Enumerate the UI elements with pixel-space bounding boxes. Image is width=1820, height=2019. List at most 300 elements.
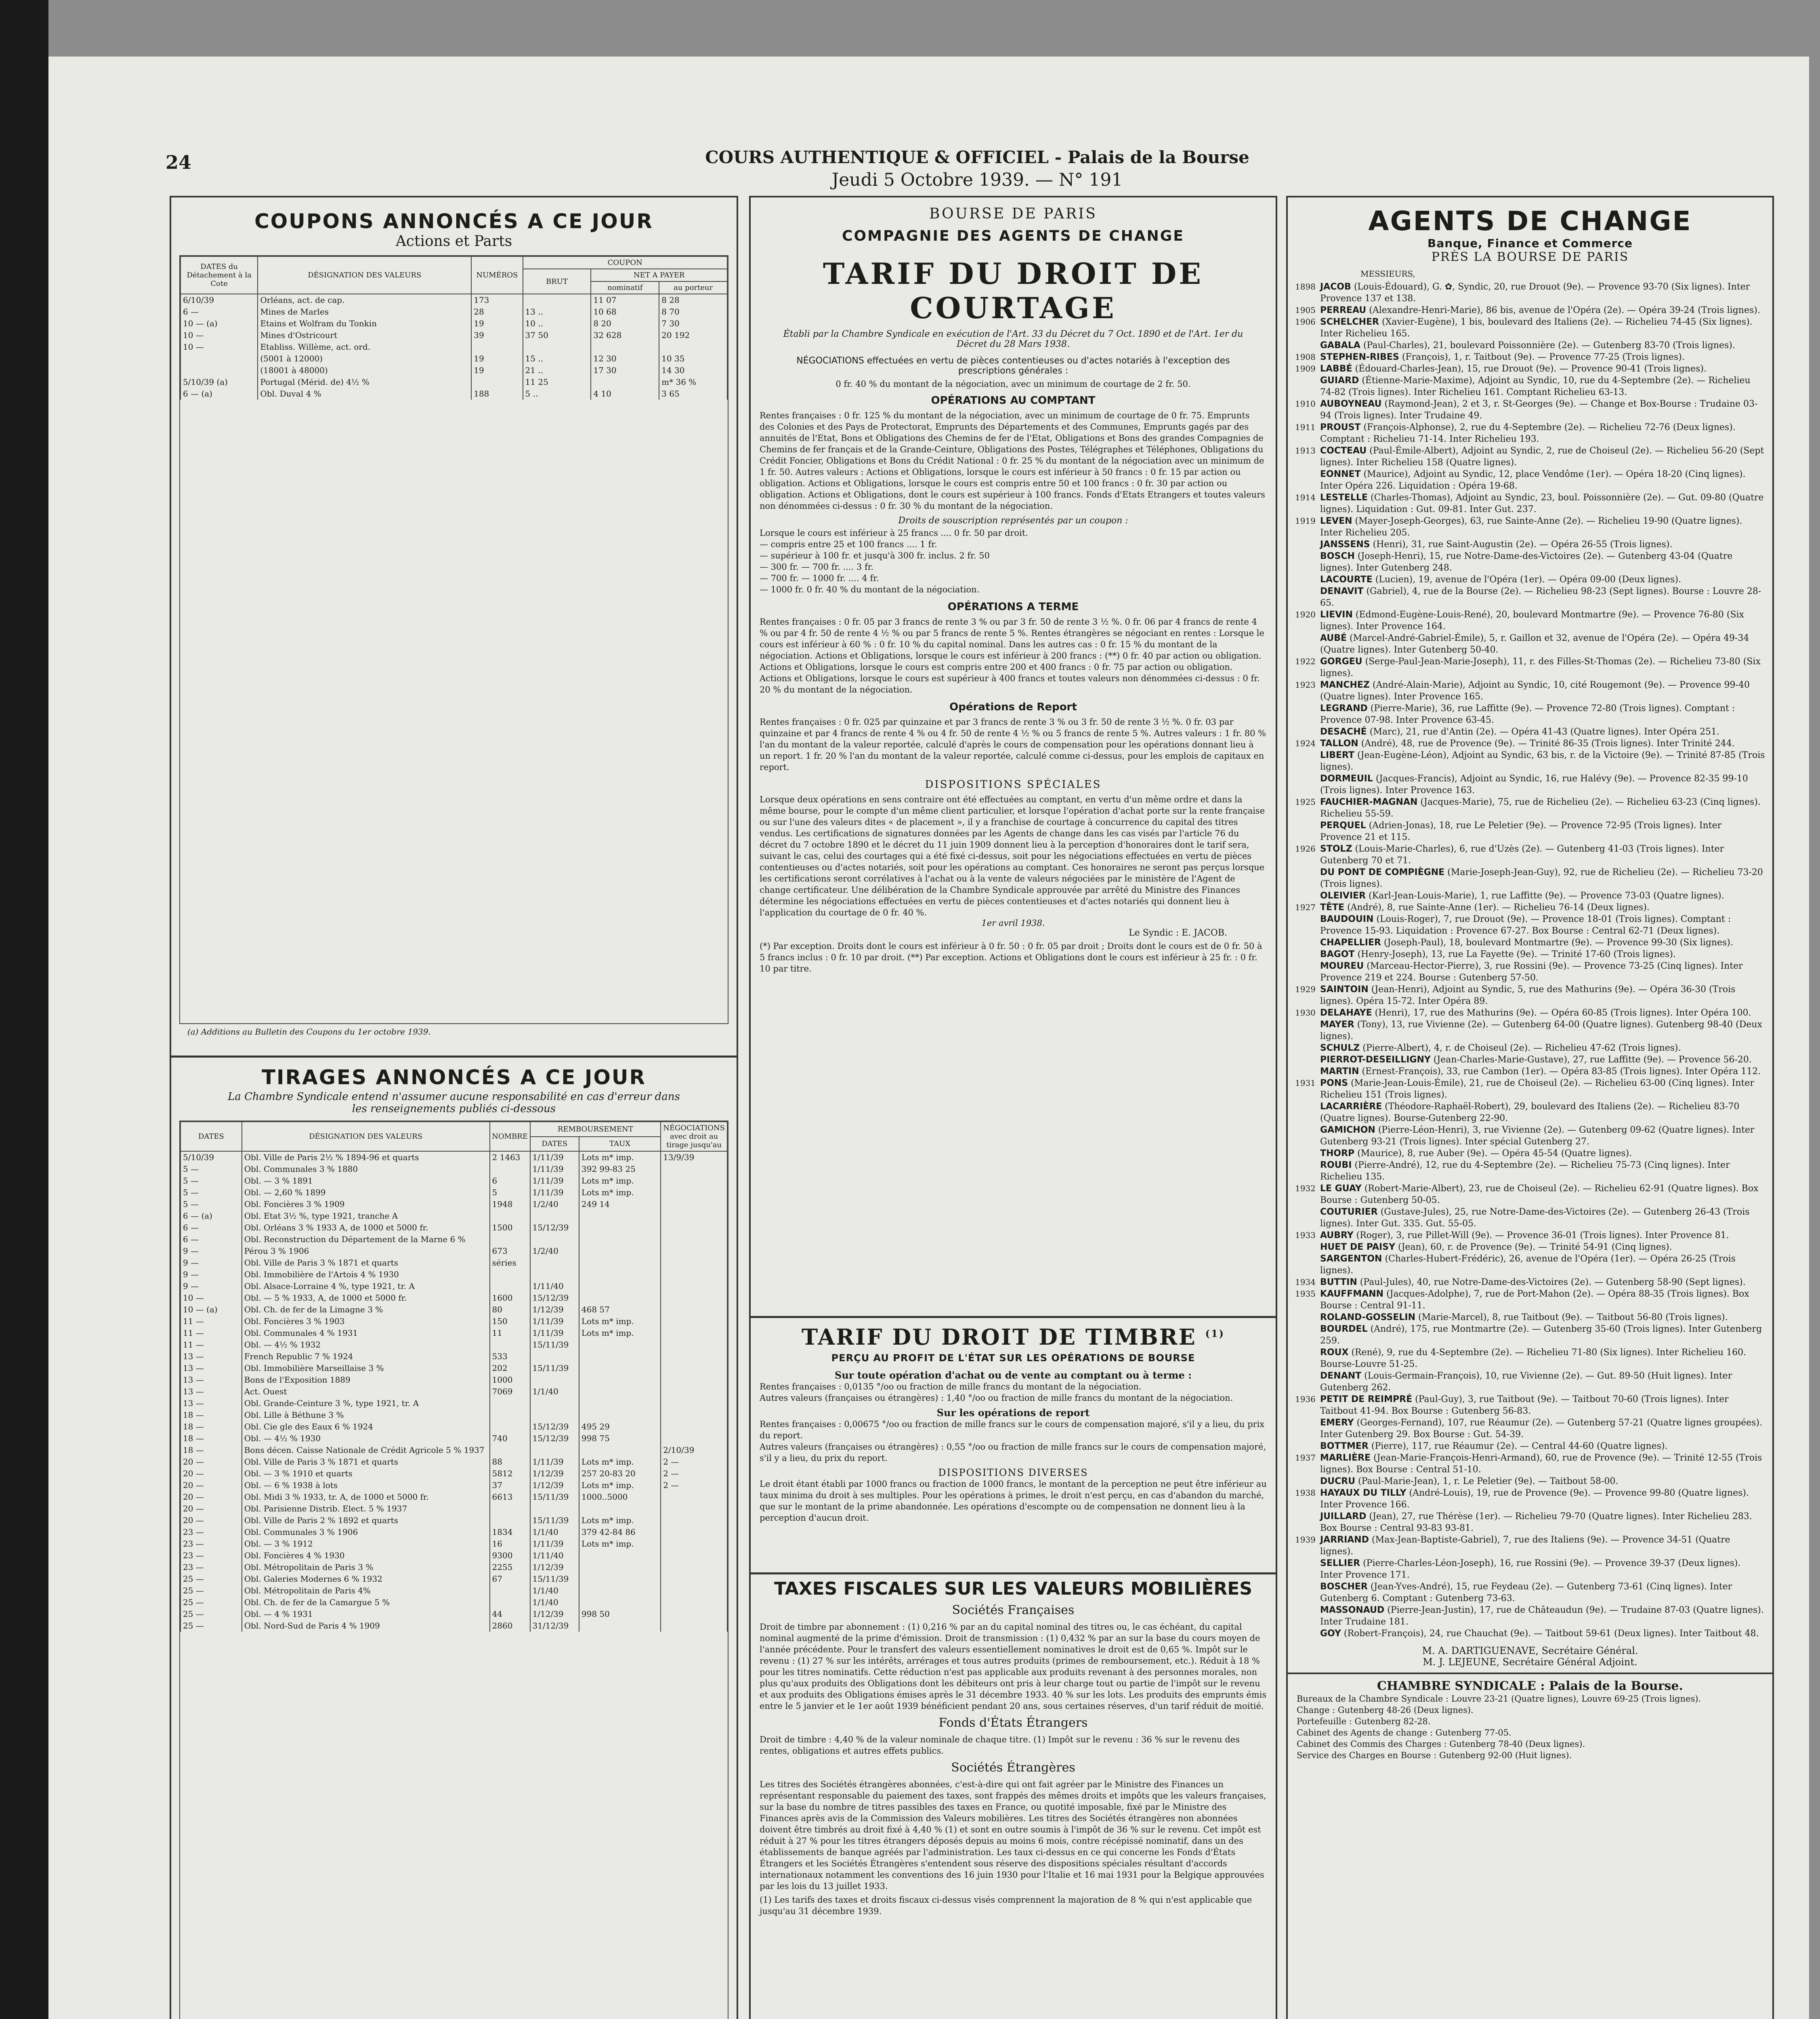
- cell-date: 10 —: [181, 1292, 242, 1304]
- cell-designation: Etains et Wolfram du Tonkin: [258, 318, 471, 330]
- cell-date: 25 —: [181, 1597, 242, 1608]
- cell-nombre: 67: [490, 1573, 530, 1585]
- agent-name: DU PONT DE COMPIÈGNE: [1320, 867, 1445, 877]
- cell-negociation: [661, 1573, 727, 1585]
- cell-designation: Portugal (Mérid. de) 4½ %: [258, 376, 471, 388]
- table-row: [181, 318, 727, 330]
- cell-date: 6 —: [181, 1222, 242, 1234]
- cell-negociation: [661, 1187, 727, 1198]
- agent-detail: (Louis-Marie-Charles), 6, rue d'Uzès (2e). — Gutenberg 41-03 (Trois lignes). Inter Gutenberg 70 et 71.: [1320, 844, 1724, 866]
- cell-designation: Obl. Midi 3 % 1933, tr. A, de 1000 et 5000 fr.: [242, 1491, 490, 1503]
- cell-taux: [579, 1362, 661, 1374]
- agent-name: JARRIAND: [1320, 1535, 1369, 1545]
- agent-name: TALLON: [1320, 739, 1358, 749]
- table-row: [181, 1163, 727, 1175]
- table-row: [181, 376, 727, 388]
- cell-remb-date: 15/12/39: [530, 1292, 579, 1304]
- agent-name: EONNET: [1320, 469, 1361, 479]
- taxes-t3: Les titres des Sociétés étrangères abonnées, c'est-à-dire qui ont fait agréer par le Ministre des Finances un représentant responsable du paiement des taxes, sont frappés des mêmes droits et impôts que les valeurs françaises, sur la base du nombre de titres passibles des taxes en France, ou quotité imposable, fixé par le Ministre des Finances après avis de la Commission des Valeurs mobilières. Les titres des Sociétés étrangères non abonnées doivent être timbrés au droit fixé à 4,40 % (1) et sont en outre soumis à l'impôt de 36 % sur le revenu. Cet impôt est réduit à 27 % pour les titres étrangers déposés depuis au moins 6 mois, contre récépissé nominatif, dans un des établissements de banque agréés par l'administration. Les taux ci-dessus en ce qui concerne les Fonds d'États Étrangers et les Sociétés Étrangères s'entendent sous réserve des dispositions spéciales résultant d'accords internationaux notamment les conventions des 16 juin 1930 pour l'Italie et 16 mai 1931 pour la Belgique approuvées par les lois du 13 juillet 1933.: [760, 1780, 1266, 1891]
- cell-nombre: 2255: [490, 1561, 530, 1573]
- cell-negociation: [661, 1257, 727, 1269]
- col-header-net: NET A PAYER: [591, 269, 727, 281]
- agent-entry: [1295, 422, 1765, 445]
- cell-designation: Obl. Immobilière de l'Artois 4 % 1930: [242, 1269, 490, 1280]
- cell-remb-date: 1/11/39: [530, 1187, 579, 1198]
- agent-name: LIBERT: [1320, 750, 1354, 760]
- souscription-line: — 300 fr. — 700 fr. .... 3 fr.: [760, 562, 874, 572]
- cell-remb-date: 15/11/39: [530, 1362, 579, 1374]
- cell-remb-date: 1/12/39: [530, 1561, 579, 1573]
- chambre-line: Service des Charges en Bourse : Gutenberg 92-00 (Huit lignes).: [1297, 1750, 1572, 1760]
- agent-name: DENANT: [1320, 1371, 1362, 1381]
- agent-entry: [1295, 1347, 1765, 1370]
- cell-taux: Lots m* imp.: [579, 1316, 661, 1327]
- agent-entry: [1295, 1312, 1765, 1323]
- agent-entry: [1295, 1452, 1765, 1475]
- cell-numero: [471, 376, 523, 388]
- agent-name: MARLIÈRE: [1320, 1453, 1371, 1463]
- cell-date: 20 —: [181, 1515, 242, 1526]
- coupons-table-frame: [179, 255, 728, 1024]
- table-row: [181, 1573, 727, 1585]
- cell-numero: 19: [471, 365, 523, 376]
- cell-nominatif: 11 07: [591, 294, 659, 306]
- cell-brut: 10 ..: [523, 318, 591, 330]
- agent-detail: (Joseph-Paul), 18, boulevard Montmartre (9e). — Provence 99-30 (Six lignes).: [1383, 938, 1733, 948]
- table-row: [181, 1585, 727, 1597]
- agent-detail: (Pierre-Albert), 4, r. de Choiseul (2e). — Richelieu 47-62 (Trois lignes).: [1362, 1043, 1681, 1053]
- section-divider: [171, 1056, 737, 1058]
- cell-negociation: [661, 1362, 727, 1374]
- cell-designation: French Republic 7 % 1924: [242, 1351, 490, 1362]
- cell-brut: [523, 294, 591, 306]
- cell-date: 6 —: [181, 1234, 242, 1245]
- comptant-text: Rentes françaises : 0 fr. 125 % du montant de la négociation, avec un minimum de courtage de 0 fr. 75. Emprunts des Colonies et des Pays de Protectorat, Emprunts des Départements et des Communes, Emprunts gagés par des annuités de l'Etat, Bons et Obligations des Chemins de fer de l'Etat, Obligations et Bons des grandes Compagnies de Chemins de fer français et de la Grande-Ceinture, Obligations des Postes, Télégraphes et Téléphones, Obligations du Crédit Foncier, Obligations et Bons du Crédit National : 0 fr. 25 % du montant de la négociation avec un minimum de 1 fr. 50. Autres valeurs : Actions et Obligations, lorsque le cours est inférieur à 50 francs : 0 fr. 15 par action ou obligation. Actions et Obligations, lorsque le cours est compris entre 50 et 100 francs : 0 fr. 30 par action ou obligation. Actions et Obligations, dont le cours est supérieur à 100 francs. Fonds d'Etats Etrangers et toutes valeurs non dénommées ci-dessus : 0 fr. 30 % du montant de la négociation.: [760, 411, 1265, 511]
- cell-nombre: 1948: [490, 1198, 530, 1210]
- cell-remb-date: [530, 1257, 579, 1269]
- cell-date: 9 —: [181, 1280, 242, 1292]
- table-row: [181, 1292, 727, 1304]
- cell-taux: Lots m* imp.: [579, 1480, 661, 1491]
- cell-nombre: [490, 1421, 530, 1433]
- cell-nominatif: 12 30: [591, 353, 659, 365]
- cell-negociation: 2 —: [661, 1456, 727, 1468]
- cell-designation: Obl. — 2,60 % 1899: [242, 1187, 490, 1198]
- cell-taux: [579, 1351, 661, 1362]
- agent-detail: (Jean), 60, r. de Provence (9e). — Trinité 54-91 (Cinq lignes).: [1398, 1242, 1672, 1252]
- agent-entry: [1295, 1124, 1765, 1148]
- cell-designation: Obl. — 3 % 1912: [242, 1538, 490, 1550]
- agent-detail: (Jean-Marie-François-Henri-Armand), 60, rue de Provence (9e). — Trinité 12-55 (Trois lignes). Box Bourse : Central 51-10.: [1320, 1453, 1762, 1475]
- agent-name: GABALA: [1320, 340, 1360, 350]
- cell-nombre: [490, 1280, 530, 1292]
- courtage-intro: Établi par la Chambre Syndicale en exécution de l'Art. 33 du Décret du 7 Oct. 1890 et de l'Art. 1er du Décret du 28 Mars 1938.: [783, 329, 1243, 349]
- cell-date: 9 —: [181, 1257, 242, 1269]
- cell-taux: 998 50: [579, 1608, 661, 1620]
- agent-detail: (Jacques-Francis), Adjoint au Syndic, 16, rue Halévy (9e). — Provence 82-35 99-10 (Trois lignes). Inter Provence 163.: [1320, 774, 1748, 795]
- taxes-note: (1) Les tarifs des taxes et droits fiscaux ci-dessus visés comprennent la majoration de 8 % qui n'est applicable que jusqu'au 31 décembre 1939.: [760, 1895, 1252, 1916]
- agent-detail: (Maurice), 8, rue Auber (9e). — Opéra 45-54 (Quatre lignes).: [1357, 1148, 1632, 1159]
- cell-taux: [579, 1222, 661, 1234]
- cell-date: 18 —: [181, 1421, 242, 1433]
- cell-taux: 392 99-83 25: [579, 1163, 661, 1175]
- cell-remb-date: 15/11/39: [530, 1491, 579, 1503]
- cell-remb-date: 1/1/40: [530, 1585, 579, 1597]
- cell-taux: Lots m* imp.: [579, 1456, 661, 1468]
- table-row: [181, 1222, 727, 1234]
- cell-taux: 998 75: [579, 1433, 661, 1444]
- cell-taux: [579, 1409, 661, 1421]
- agent-entry: [1295, 867, 1765, 890]
- cell-taux: [579, 1444, 661, 1456]
- cell-negociation: [661, 1491, 727, 1503]
- cell-remb-date: 1/11/40: [530, 1280, 579, 1292]
- agent-entry: [1295, 1241, 1765, 1253]
- agent-entry: [1295, 960, 1765, 984]
- timbre-section: [751, 1324, 1276, 1524]
- cell-numero: 19: [471, 318, 523, 330]
- cell-nominatif: [591, 376, 659, 388]
- cell-brut: 11 25: [523, 376, 591, 388]
- agent-entry: [1295, 1323, 1765, 1347]
- page-number: 24: [166, 151, 192, 173]
- cell-date: 18 —: [181, 1444, 242, 1456]
- agent-entry: [1295, 445, 1765, 468]
- cell-date: 10 —: [181, 330, 258, 341]
- cell-nombre: 9300: [490, 1550, 530, 1561]
- agent-entry: [1295, 1066, 1765, 1077]
- cell-nombre: [490, 1398, 530, 1409]
- cell-nombre: 11: [490, 1327, 530, 1339]
- cell-nombre: 7069: [490, 1386, 530, 1398]
- col-header-designation: DÉSIGNATION DES VALEURS: [242, 1122, 490, 1151]
- cell-taux: Lots m* imp.: [579, 1175, 661, 1187]
- agent-detail: (Jean), 27, rue Thérèse (1er). — Richelieu 79-70 (Quatre lignes). Inter Richelieu 283. Box Bourse : Central 93-83 93-81.: [1320, 1511, 1752, 1533]
- cell-designation: Obl. Duval 4 %: [258, 388, 471, 400]
- agent-detail: (André-Louis), 19, rue de Provence (9e). — Provence 99-80 (Quatre lignes). Inter Provence 166.: [1320, 1488, 1749, 1510]
- cell-negociation: [661, 1327, 727, 1339]
- cell-nombre: 202: [490, 1362, 530, 1374]
- cell-nombre: [490, 1597, 530, 1608]
- cell-designation: Obl. Parisienne Distrib. Elect. 5 % 1937: [242, 1503, 490, 1515]
- agent-name: LIEVIN: [1320, 610, 1353, 620]
- agent-name: MASSONAUD: [1320, 1605, 1385, 1615]
- masthead-date: Jeudi 5 Octobre 1939. — N° 191: [831, 170, 1123, 190]
- cell-remb-date: 1/11/39: [530, 1538, 579, 1550]
- agent-entry: [1295, 468, 1765, 492]
- agent-name: BUTTIN: [1320, 1277, 1357, 1287]
- agent-detail: (Louis-Germain-François), 10, rue Vivienne (2e). — Gut. 89-50 (Huit lignes). Inter Gutenberg 262.: [1320, 1371, 1732, 1393]
- agent-name: GORGEU: [1320, 657, 1362, 667]
- cell-negociation: [661, 1421, 727, 1433]
- cell-taux: Lots m* imp.: [579, 1327, 661, 1339]
- agent-name: BOTTMER: [1320, 1441, 1369, 1451]
- agent-detail: (Jean-Charles-Marie-Gustave), 27, rue Laffitte (9e). — Provence 56-20.: [1433, 1055, 1752, 1065]
- table-row: [181, 1175, 727, 1187]
- col-header-dates: DATES du Détachement à la Cote: [181, 256, 258, 294]
- section-divider: [751, 1316, 1276, 1318]
- agent-name: PONS: [1320, 1078, 1348, 1088]
- cell-negociation: [661, 1222, 727, 1234]
- cell-designation: Orléans, act. de cap.: [258, 294, 471, 306]
- agent-name: FAUCHIER-MAGNAN: [1320, 797, 1418, 807]
- table-row: [181, 1398, 727, 1409]
- taxes-s2: Fonds d'États Étrangers: [938, 1716, 1088, 1730]
- cell-designation: Act. Ouest: [242, 1386, 490, 1398]
- agent-year: 1911: [1295, 422, 1316, 432]
- agent-entry: [1295, 492, 1765, 515]
- agent-detail: (René), 9, rue du 4-Septembre (2e). — Richelieu 71-80 (Six lignes). Inter Richelieu 160. Bourse-Louvre 51-25.: [1320, 1347, 1747, 1369]
- table-row: [181, 353, 727, 365]
- cell-negociation: [661, 1538, 727, 1550]
- cell-designation: Mines d'Ostricourt: [258, 330, 471, 341]
- cell-numero: [471, 341, 523, 353]
- agent-entry: [1295, 363, 1765, 375]
- cell-date: 20 —: [181, 1480, 242, 1491]
- cell-nominatif: [591, 341, 659, 353]
- cell-taux: [579, 1550, 661, 1561]
- cell-negociation: [661, 1433, 727, 1444]
- agent-detail: (Marcel-André-Gabriel-Émile), 5, r. Gaillon et 32, avenue de l'Opéra (2e). — Opéra 49-34 (Quatre lignes). Inter Gutenberg 50-40.: [1320, 633, 1749, 655]
- cell-taux: [579, 1210, 661, 1222]
- cell-designation: Obl. Ville de Paris 2 % 1892 et quarts: [242, 1515, 490, 1526]
- agent-name: LACARRIÈRE: [1320, 1102, 1382, 1112]
- agent-entry: [1295, 796, 1765, 820]
- agent-detail: (Maurice), Adjoint au Syndic, 12, place Vendôme (1er). — Opéra 18-20 (Cinq lignes). Inter Opéra 226. Liquidation : Opéra 19-68.: [1320, 469, 1746, 491]
- cell-porteur: 3 65: [659, 388, 727, 400]
- table-row: [181, 1491, 727, 1503]
- agent-name: AUBOYNEAU: [1320, 399, 1382, 409]
- table-row: [181, 1561, 727, 1573]
- agent-detail: (Marc), 21, rue d'Antin (2e). — Opéra 41-43 (Quatre lignes). Inter Opéra 251.: [1369, 727, 1720, 737]
- col-header-remboursement: REMBOURSEMENT: [530, 1122, 661, 1137]
- table-row: [181, 365, 727, 376]
- agent-entry: [1295, 1511, 1765, 1534]
- cell-porteur: 8 28: [659, 294, 727, 306]
- cell-taux: [579, 1620, 661, 1632]
- cell-remb-date: 1/1/40: [530, 1386, 579, 1398]
- agent-name: DENAVIT: [1320, 586, 1364, 596]
- chambre-line: Bureaux de la Chambre Syndicale : Louvre 23-21 (Quatre lignes), Louvre 69-25 (Trois lignes).: [1297, 1694, 1701, 1704]
- agent-detail: (Paul-Marie-Jean), 1, r. Le Peletier (9e). — Taitbout 58-00.: [1358, 1476, 1618, 1486]
- cell-taux: [579, 1398, 661, 1409]
- tirages-section: [171, 1066, 737, 2019]
- timbre-line4: Autres valeurs (françaises ou étrangères) : 0,55 °/oo ou fraction de mille francs sur le cours de compensation majoré, s'il y a lieu, du prix du report.: [760, 1442, 1266, 1463]
- cell-nombre: 2 1463: [490, 1151, 530, 1163]
- cell-designation: Obl. Grande-Ceinture 3 %, type 1921, tr. A: [242, 1398, 490, 1409]
- agent-detail: (Pierre), 117, rue Réaumur (2e). — Central 44-60 (Quatre lignes).: [1371, 1441, 1668, 1451]
- table-row: [181, 306, 727, 318]
- agent-detail: (Henri), 31, rue Saint-Augustin (2e). — Opéra 26-55 (Trois lignes).: [1373, 539, 1673, 550]
- agent-name: ROLAND-GOSSELIN: [1320, 1312, 1416, 1322]
- cell-negociation: [661, 1620, 727, 1632]
- cell-designation: Obl. — 5 % 1933, A, de 1000 et 5000 fr.: [242, 1292, 490, 1304]
- cell-taux: 495 29: [579, 1421, 661, 1433]
- agent-year: 1919: [1295, 516, 1316, 526]
- agent-year: 1931: [1295, 1078, 1316, 1088]
- cell-nombre: 533: [490, 1351, 530, 1362]
- table-row: [181, 1374, 727, 1386]
- agent-entry: [1295, 340, 1765, 351]
- cell-designation: Obl. — 4½ % 1930: [242, 1433, 490, 1444]
- agent-entry: [1295, 1148, 1765, 1159]
- cell-remb-date: [530, 1234, 579, 1245]
- agent-entry: [1295, 949, 1765, 960]
- cell-negociation: [661, 1409, 727, 1421]
- agent-entry: [1295, 984, 1765, 1007]
- table-row: [181, 1526, 727, 1538]
- agent-detail: (Jacques-Marie), 75, rue de Richelieu (2e). — Richelieu 63-23 (Cinq lignes). Richelieu 55-59.: [1320, 797, 1761, 819]
- cell-negociation: [661, 1597, 727, 1608]
- agent-detail: (Serge-Paul-Jean-Marie-Joseph), 11, r. des Filles-St-Thomas (2e). — Richelieu 73-80 (Six lignes).: [1320, 657, 1761, 678]
- agent-year: 1936: [1295, 1394, 1316, 1404]
- agent-detail: (André-Alain-Marie), Adjoint au Syndic, 10, cité Rougemont (9e). — Provence 99-40 (Quatre lignes). Inter Provence 165.: [1320, 680, 1750, 702]
- taxes-s1: Sociétés Françaises: [952, 1603, 1075, 1617]
- cell-negociation: [661, 1175, 727, 1187]
- agent-entry: [1295, 316, 1765, 340]
- agent-detail: (Marie-Joseph-Jean-Guy), 92, rue de Richelieu (2e). — Richelieu 73-20 (Trois lignes).: [1320, 867, 1763, 889]
- agent-entry: [1295, 726, 1765, 738]
- agent-name: KAUFFMANN: [1320, 1289, 1384, 1299]
- cell-porteur: [659, 341, 727, 353]
- cell-nombre: 6613: [490, 1491, 530, 1503]
- agent-year: 1905: [1295, 305, 1316, 315]
- negociations-text: 0 fr. 40 % du montant de la négociation, avec un minimum de courtage de 2 fr. 50.: [835, 379, 1191, 389]
- timbre-line1: Rentes françaises : 0,0135 °/oo ou fraction de mille francs du montant de la négociation.: [760, 1382, 1142, 1391]
- agent-entry: [1295, 843, 1765, 867]
- cell-taux: Lots m* imp.: [579, 1187, 661, 1198]
- agent-detail: (Roger), 3, rue Pillet-Will (9e). — Provence 36-01 (Trois lignes). Inter Provence 81.: [1356, 1230, 1729, 1240]
- agent-detail: (Edmond-Eugène-Louis-René), 20, boulevard Montmartre (9e). — Provence 76-80 (Six lignes). Inter Provence 164.: [1320, 610, 1744, 632]
- agent-name: BOSCHER: [1320, 1582, 1368, 1592]
- cell-date: 25 —: [181, 1573, 242, 1585]
- cell-remb-date: 1/1/40: [530, 1526, 579, 1538]
- cell-designation: Obl. — 4 % 1931: [242, 1608, 490, 1620]
- cell-designation: Obl. Etat 3½ %, type 1921, tranche A: [242, 1210, 490, 1222]
- cell-date: 10 — (a): [181, 318, 258, 330]
- agent-entry: [1295, 375, 1765, 398]
- table-row: [181, 1468, 727, 1480]
- agent-detail: (Alexandre-Henri-Marie), 86 bis, avenue de l'Opéra (2e). — Opéra 39-24 (Trois lignes).: [1369, 305, 1760, 315]
- cell-nombre: [490, 1269, 530, 1280]
- agent-entry: [1295, 515, 1765, 539]
- cell-date: 20 —: [181, 1468, 242, 1480]
- timbre-line5: Le droit étant établi par 1000 francs ou fraction de 1000 francs, le montant de la perception ne peut être inférieur au taux minima du droit à ses multiples. Pour les opérations à primes, le droit n'est perçu, en cas d'abandon du marché, que sur le montant de la prime abandonnée. Les opérations d'escompte ou de compensation ne donnent lieu à la perception d'aucun droit.: [760, 1479, 1267, 1523]
- cell-designation: Obl. Alsace-Lorraine 4 %, type 1921, tr. A: [242, 1280, 490, 1292]
- agent-entry: [1295, 1159, 1765, 1183]
- timbre-note-ref: (1): [1205, 1328, 1225, 1339]
- agent-entry: [1295, 738, 1765, 749]
- coupons-subtitle: Actions et Parts: [395, 233, 512, 250]
- agent-entry: [1295, 398, 1765, 422]
- cell-nominatif: 8 20: [591, 318, 659, 330]
- cell-designation: Obl. Foncières 3 % 1909: [242, 1198, 490, 1210]
- agent-name: PERREAU: [1320, 305, 1367, 315]
- agent-name: AUBRY: [1320, 1230, 1354, 1240]
- agent-detail: (Paul-Guy), 3, rue Taitbout (9e). — Taitbout 70-60 (Trois lignes). Inter Taitbout 41-94. Box Bourse : Gutenberg 56-83.: [1320, 1394, 1729, 1416]
- agents-sub2: PRÈS LA BOURSE DE PARIS: [1431, 250, 1629, 264]
- table-row: [181, 341, 727, 353]
- agent-detail: (Marceau-Hector-Pierre), 3, rue Rossini (9e). — Provence 73-25 (Cinq lignes). Inter Provence 219 et 224. Bourse : Gutenberg 57-50.: [1320, 961, 1743, 983]
- cell-negociation: [661, 1316, 727, 1327]
- cell-remb-date: 1/1/40: [530, 1597, 579, 1608]
- agent-detail: (Adrien-Jonas), 18, rue Le Peletier (9e). — Provence 72-95 (Trois lignes). Inter Provence 21 et 115.: [1320, 821, 1722, 842]
- agent-entry: [1295, 304, 1765, 316]
- agent-year: 1913: [1295, 446, 1316, 455]
- col-header-dates: DATES: [181, 1122, 242, 1151]
- agent-entry: [1295, 1628, 1765, 1639]
- souscription-title: Droits de souscription représentés par un coupon :: [898, 516, 1128, 526]
- cell-date: 10 —: [181, 341, 258, 353]
- agent-detail: (Édouard-Charles-Jean), 15, rue Drouot (9e). — Provence 90-41 (Trois lignes).: [1355, 364, 1707, 374]
- table-row: [181, 1187, 727, 1198]
- tirages-table: [180, 1121, 728, 1632]
- cell-nombre: [490, 1503, 530, 1515]
- cell-date: 11 —: [181, 1327, 242, 1339]
- cell-nombre: [490, 1234, 530, 1245]
- timbre-line2: Autres valeurs (françaises ou étrangères) : 1,40 °/oo ou fraction de mille francs du montant de la négociation.: [760, 1393, 1233, 1403]
- tirages-table-frame: [179, 1121, 728, 2019]
- cell-designation: Obl. Immobilière Marseillaise 3 %: [242, 1362, 490, 1374]
- souscription-list: [760, 527, 1267, 595]
- agent-name: STEPHEN-RIBES: [1320, 352, 1399, 362]
- agent-entry: [1295, 1206, 1765, 1230]
- table-row: [181, 1316, 727, 1327]
- cell-nombre: 5: [490, 1187, 530, 1198]
- agent-detail: (Marie-Marcel), 8, rue Taitbout (9e). — Taitbout 56-80 (Trois lignes).: [1418, 1312, 1728, 1322]
- comptant-title: OPÉRATIONS AU COMPTANT: [931, 395, 1096, 407]
- cell-brut: [523, 341, 591, 353]
- cell-date: 25 —: [181, 1608, 242, 1620]
- cell-negociation: [661, 1304, 727, 1316]
- agent-year: 1910: [1295, 399, 1316, 409]
- cell-nombre: 88: [490, 1456, 530, 1468]
- col-header-remb-dates: DATES: [530, 1137, 579, 1152]
- agent-detail: (Pierre-Jean-Justin), 17, rue de Châteaudun (9e). — Trudaine 87-03 (Quatre lignes). Inter Trudaine 181.: [1320, 1605, 1764, 1627]
- agent-name: JUILLARD: [1320, 1511, 1367, 1522]
- agent-name: EMERY: [1320, 1418, 1354, 1428]
- agent-detail: (Théodore-Raphaël-Robert), 29, boulevard des Italiens (2e). — Richelieu 83-70 (Quatre lignes). Bourse-Gutenberg 22-90.: [1320, 1102, 1740, 1123]
- agent-name: BAGOT: [1320, 949, 1355, 959]
- cell-nombre: 150: [490, 1316, 530, 1327]
- tarif-date: 1er avril 1938.: [981, 918, 1045, 928]
- cell-brut: 15 ..: [523, 353, 591, 365]
- cell-porteur: 8 70: [659, 306, 727, 318]
- agents-secretaire: M. A. DARTIGUENAVE, Secrétaire Général.: [1422, 1645, 1638, 1656]
- cell-designation: Mines de Marles: [258, 306, 471, 318]
- cell-date: 5/10/39 (a): [181, 376, 258, 388]
- cell-porteur: 7 30: [659, 318, 727, 330]
- cell-negociation: [661, 1339, 727, 1351]
- agent-detail: (Ernest-François), 33, rue Cambon (1er). — Opéra 83-85 (Trois lignes). Inter Opéra 112.: [1362, 1066, 1761, 1077]
- cell-numero: 19: [471, 353, 523, 365]
- cell-nombre: 37: [490, 1480, 530, 1491]
- souscription-line: — compris entre 25 et 100 francs .... 1 fr.: [760, 539, 937, 549]
- agent-name: MANCHEZ: [1320, 680, 1370, 690]
- agent-entry: [1295, 820, 1765, 843]
- souscription-line: — 1000 fr. 0 fr. 40 % du montant de la négociation.: [760, 585, 980, 594]
- cell-nombre: 5812: [490, 1468, 530, 1480]
- section-divider: [1288, 1673, 1772, 1674]
- cell-negociation: [661, 1198, 727, 1210]
- cell-remb-date: 15/11/39: [530, 1515, 579, 1526]
- cell-designation: (18001 à 48000): [258, 365, 471, 376]
- table-row: [181, 1421, 727, 1433]
- cell-remb-date: [530, 1398, 579, 1409]
- cell-brut: 5 ..: [523, 388, 591, 400]
- cell-porteur: 14 30: [659, 365, 727, 376]
- cell-date: 5/10/39: [181, 1151, 242, 1163]
